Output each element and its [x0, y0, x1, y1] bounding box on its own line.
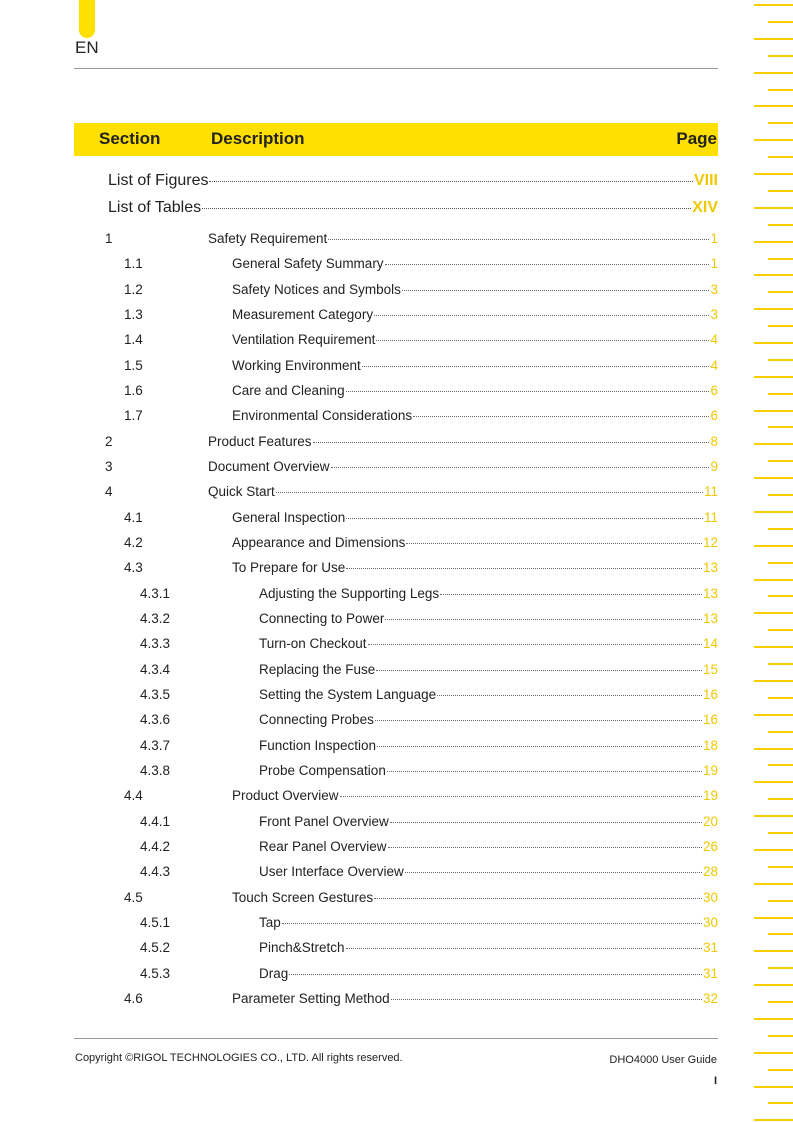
- toc-section-number: 4.4.3: [140, 864, 171, 879]
- toc-section-number: 4.5.1: [140, 915, 171, 930]
- toc-entry-title: Safety Notices and Symbols: [232, 282, 401, 297]
- edge-line: [768, 494, 793, 496]
- toc-section-number: 4.5: [124, 890, 143, 905]
- toc-section-number: 4.3.1: [140, 586, 171, 601]
- dot-leader: [328, 239, 709, 240]
- toc-section-number: 4.3.4: [140, 662, 171, 677]
- edge-line: [768, 832, 793, 834]
- toc-entry-link[interactable]: [232, 535, 718, 550]
- toc-entry-title: Turn-on Checkout: [259, 636, 367, 651]
- edge-line: [754, 815, 793, 817]
- toc-entry-link[interactable]: [259, 966, 718, 981]
- dot-leader: [376, 670, 702, 671]
- edge-line: [768, 156, 793, 158]
- footer-divider: [74, 1038, 718, 1039]
- edge-line: [754, 883, 793, 885]
- edge-line: [768, 1001, 793, 1003]
- toc-column-header: [74, 123, 718, 156]
- edge-line: [754, 748, 793, 750]
- toc-entry-title: Pinch&Stretch: [259, 940, 345, 955]
- toc-entry-title: Appearance and Dimensions: [232, 535, 406, 550]
- language-label: EN: [75, 38, 99, 57]
- edge-line: [754, 1018, 793, 1020]
- column-header-page: Page: [676, 129, 717, 148]
- edge-line: [768, 224, 793, 226]
- toc-section-number: 1.5: [124, 358, 143, 373]
- edge-line: [754, 342, 793, 344]
- header-divider: [74, 68, 718, 69]
- edge-line: [768, 866, 793, 868]
- toc-entry-link[interactable]: [208, 231, 718, 246]
- toc-entry-page: 3: [710, 307, 718, 322]
- toc-entry-page: 1: [710, 256, 718, 271]
- toc-entry-link[interactable]: [259, 611, 718, 626]
- toc-entry-page: 20: [702, 814, 718, 829]
- toc-entry-title: Touch Screen Gestures: [232, 890, 374, 905]
- edge-line: [768, 697, 793, 699]
- edge-line: [754, 646, 793, 648]
- edge-line: [768, 291, 793, 293]
- edge-line: [768, 393, 793, 395]
- toc-entry-link[interactable]: [232, 560, 718, 575]
- edge-line: [768, 933, 793, 935]
- toc-entry-link[interactable]: [232, 890, 718, 905]
- dot-leader: [374, 315, 709, 316]
- dot-leader: [375, 720, 702, 721]
- toc-section-number: 4.5.3: [140, 966, 171, 981]
- edge-line: [754, 984, 793, 986]
- toc-entry-page: 4: [710, 332, 718, 347]
- toc-section-number: 1.1: [124, 256, 143, 271]
- toc-entry-title: To Prepare for Use: [232, 560, 346, 575]
- toc-entry-page: 26: [702, 839, 718, 854]
- toc-section-number: 2: [105, 434, 113, 449]
- chapter-tab-marker: [79, 0, 95, 38]
- toc-entry-title: Document Overview: [208, 459, 330, 474]
- edge-line: [754, 1119, 793, 1121]
- toc-entry-title: Ventilation Requirement: [232, 332, 376, 347]
- toc-entry-page: 30: [702, 915, 718, 930]
- toc-entry-link[interactable]: [232, 307, 718, 322]
- toc-entry-link[interactable]: [259, 940, 718, 955]
- toc-entry-page: 6: [710, 408, 718, 423]
- dot-leader: [413, 416, 709, 417]
- toc-section-number: 1.3: [124, 307, 143, 322]
- dot-leader: [374, 898, 702, 899]
- toc-entry-link[interactable]: [259, 738, 718, 753]
- edge-line: [768, 21, 793, 23]
- toc-entry-title: Connecting Probes: [259, 712, 374, 727]
- dot-leader: [362, 366, 710, 367]
- toc-entry-link[interactable]: [259, 662, 718, 677]
- dot-leader: [276, 492, 703, 493]
- toc-entry-title: Tap: [259, 915, 281, 930]
- toc-entry-title: Adjusting the Supporting Legs: [259, 586, 440, 601]
- toc-entry-link[interactable]: [232, 256, 718, 271]
- dot-leader: [385, 264, 710, 265]
- edge-line: [768, 122, 793, 124]
- dot-leader: [282, 923, 702, 924]
- toc-entry-page: 11: [703, 510, 718, 525]
- toc-entry-link[interactable]: [208, 434, 718, 449]
- page-number: I: [713, 1075, 717, 1087]
- toc-section-number: 4.3.5: [140, 687, 171, 702]
- front-matter-title: List of Tables: [108, 199, 202, 216]
- edge-line: [768, 663, 793, 665]
- toc-entry-title: Working Environment: [232, 358, 361, 373]
- toc-entry-link[interactable]: [208, 484, 718, 499]
- edge-line: [768, 764, 793, 766]
- edge-line: [754, 173, 793, 175]
- toc-entry-link[interactable]: [232, 408, 718, 423]
- toc-entry-page: 4: [710, 358, 718, 373]
- toc-section-number: 4.4.2: [140, 839, 171, 854]
- toc-entry-page: 9: [710, 459, 718, 474]
- toc-entry-page: 15: [702, 662, 718, 677]
- dot-leader: [391, 999, 702, 1000]
- toc-entry-title: Setting the System Language: [259, 687, 437, 702]
- toc-section-number: 1.2: [124, 282, 143, 297]
- toc-entry-page: 6: [710, 383, 718, 398]
- edge-line: [768, 258, 793, 260]
- front-matter-page: XIV: [692, 199, 718, 216]
- toc-section-number: 4.1: [124, 510, 143, 525]
- toc-section-number: 4.5.2: [140, 940, 171, 955]
- toc-entry-title: Parameter Setting Method: [232, 991, 390, 1006]
- toc-entry-link[interactable]: [259, 687, 718, 702]
- dot-leader: [331, 467, 710, 468]
- toc-entry-title: Measurement Category: [232, 307, 374, 322]
- toc-entry-page: 8: [710, 434, 718, 449]
- edge-line: [768, 629, 793, 631]
- dot-leader: [368, 644, 702, 645]
- front-matter-link[interactable]: [108, 199, 718, 217]
- toc-entry-title: Replacing the Fuse: [259, 662, 376, 677]
- dot-leader: [313, 442, 710, 443]
- edge-line: [768, 460, 793, 462]
- edge-line: [768, 325, 793, 327]
- toc-entry-title: Rear Panel Overview: [259, 839, 387, 854]
- edge-line: [768, 731, 793, 733]
- edge-line: [768, 900, 793, 902]
- toc-entry-link[interactable]: [259, 712, 718, 727]
- dot-leader: [376, 340, 709, 341]
- edge-line: [768, 426, 793, 428]
- toc-entry-title: Connecting to Power: [259, 611, 385, 626]
- toc-entry-page: 12: [702, 535, 718, 550]
- toc-entry-link[interactable]: [232, 991, 718, 1006]
- edge-line: [768, 595, 793, 597]
- toc-entry-link[interactable]: [259, 636, 718, 651]
- edge-line: [768, 1035, 793, 1037]
- guide-title: DHO4000 User Guide: [609, 1054, 717, 1066]
- dot-leader: [440, 594, 702, 595]
- toc-section-number: 4.3.7: [140, 738, 171, 753]
- toc-entry-page: 16: [702, 712, 718, 727]
- toc-entry-link[interactable]: [259, 915, 718, 930]
- toc-entry-page: 19: [702, 763, 718, 778]
- dot-leader: [402, 290, 710, 291]
- edge-line: [754, 579, 793, 581]
- toc-entry-link[interactable]: [232, 332, 718, 347]
- toc-entry-page: 32: [702, 991, 718, 1006]
- edge-line: [768, 359, 793, 361]
- dot-leader: [346, 391, 710, 392]
- toc-entry-title: Front Panel Overview: [259, 814, 389, 829]
- toc-entry-title: Product Overview: [232, 788, 339, 803]
- dot-leader: [346, 948, 702, 949]
- edge-line: [754, 241, 793, 243]
- edge-line: [754, 511, 793, 513]
- edge-line: [754, 410, 793, 412]
- front-matter-page: VIII: [693, 172, 718, 189]
- toc-entry-link[interactable]: [259, 814, 718, 829]
- toc-entry-link[interactable]: [208, 459, 718, 474]
- toc-entry-page: 19: [702, 788, 718, 803]
- edge-line: [768, 798, 793, 800]
- toc-section-number: 1.4: [124, 332, 143, 347]
- toc-section-number: 1.7: [124, 408, 143, 423]
- toc-entry-page: 3: [710, 282, 718, 297]
- toc-section-number: 4.4.1: [140, 814, 171, 829]
- edge-line: [754, 308, 793, 310]
- toc-entry-title: Quick Start: [208, 484, 275, 499]
- edge-line: [754, 950, 793, 952]
- toc-entry-title: Function Inspection: [259, 738, 377, 753]
- toc-entry-title: Product Features: [208, 434, 312, 449]
- dot-leader: [377, 746, 702, 747]
- edge-line: [754, 781, 793, 783]
- toc-entry-page: 30: [702, 890, 718, 905]
- edge-line: [754, 443, 793, 445]
- edge-line: [768, 528, 793, 530]
- toc-entry-link[interactable]: [232, 383, 718, 398]
- toc-section-number: 4.4: [124, 788, 143, 803]
- edge-line: [768, 1069, 793, 1071]
- toc-entry-title: Drag: [259, 966, 289, 981]
- toc-entry-page: 16: [702, 687, 718, 702]
- toc-section-number: 4.2: [124, 535, 143, 550]
- edge-line: [768, 190, 793, 192]
- edge-line: [754, 376, 793, 378]
- dot-leader: [202, 208, 691, 209]
- dot-leader: [346, 518, 703, 519]
- toc-section-number: 1: [105, 231, 113, 246]
- toc-entry-page: 31: [702, 940, 718, 955]
- column-header-section: Section: [99, 129, 161, 148]
- toc-section-number: 4: [105, 484, 113, 499]
- toc-entry-page: 11: [703, 484, 718, 499]
- edge-line: [754, 1052, 793, 1054]
- dot-leader: [340, 796, 702, 797]
- dot-leader: [388, 847, 702, 848]
- toc-entry-link[interactable]: [259, 763, 718, 778]
- toc-section-number: 4.3: [124, 560, 143, 575]
- toc-entry-link[interactable]: [232, 358, 718, 373]
- edge-line: [754, 680, 793, 682]
- toc-section-number: 4.3.3: [140, 636, 171, 651]
- edge-line: [754, 917, 793, 919]
- toc-entry-page: 13: [702, 586, 718, 601]
- toc-entry-link[interactable]: [232, 510, 718, 525]
- dot-leader: [387, 771, 702, 772]
- toc-entry-page: 31: [702, 966, 718, 981]
- toc-entry-page: 14: [702, 636, 718, 651]
- edge-line: [754, 105, 793, 107]
- edge-line: [754, 714, 793, 716]
- dot-leader: [405, 872, 702, 873]
- toc-section-number: 3: [105, 459, 113, 474]
- dot-leader: [390, 822, 702, 823]
- column-header-description: Description: [211, 129, 305, 148]
- toc-entry-title: User Interface Overview: [259, 864, 404, 879]
- edge-line: [754, 274, 793, 276]
- edge-line: [754, 139, 793, 141]
- edge-line: [768, 55, 793, 57]
- toc-section-number: 1.6: [124, 383, 143, 398]
- toc-section-number: 4.6: [124, 991, 143, 1006]
- toc-entry-title: Care and Cleaning: [232, 383, 345, 398]
- toc-entry-title: General Safety Summary: [232, 256, 384, 271]
- toc-entry-title: General Inspection: [232, 510, 346, 525]
- edge-line: [754, 1086, 793, 1088]
- edge-line: [768, 1102, 793, 1104]
- dot-leader: [346, 568, 702, 569]
- toc-entry-link[interactable]: [259, 864, 718, 879]
- edge-line: [754, 477, 793, 479]
- front-matter-title: List of Figures: [108, 172, 209, 189]
- toc-entry-title: Environmental Considerations: [232, 408, 413, 423]
- toc-entry-page: 18: [702, 738, 718, 753]
- toc-entry-link[interactable]: [232, 788, 718, 803]
- edge-line: [754, 545, 793, 547]
- toc-entry-link[interactable]: [259, 586, 718, 601]
- edge-line: [754, 72, 793, 74]
- edge-line: [768, 967, 793, 969]
- front-matter-link[interactable]: [108, 172, 718, 190]
- toc-entry-link[interactable]: [259, 839, 718, 854]
- toc-section-number: 4.3.8: [140, 763, 171, 778]
- toc-entry-page: 13: [702, 560, 718, 575]
- dot-leader: [406, 543, 702, 544]
- toc-entry-title: Safety Requirement: [208, 231, 328, 246]
- edge-line: [754, 207, 793, 209]
- dot-leader: [385, 619, 702, 620]
- edge-line: [754, 38, 793, 40]
- toc-section-number: 4.3.6: [140, 712, 171, 727]
- dot-leader: [437, 695, 702, 696]
- copyright-text: Copyright ©RIGOL TECHNOLOGIES CO., LTD. All rights reserved.: [75, 1052, 403, 1064]
- toc-section-number: 4.3.2: [140, 611, 171, 626]
- edge-line: [754, 849, 793, 851]
- edge-line: [754, 612, 793, 614]
- edge-line: [768, 89, 793, 91]
- dot-leader: [209, 181, 693, 182]
- toc-entry-page: 13: [702, 611, 718, 626]
- toc-entry-link[interactable]: [232, 282, 718, 297]
- toc-entry-page: 1: [710, 231, 718, 246]
- toc-entry-title: Probe Compensation: [259, 763, 386, 778]
- dot-leader: [289, 974, 702, 975]
- edge-line: [768, 562, 793, 564]
- edge-line: [754, 4, 793, 6]
- decorative-edge-lines: [754, 0, 793, 1122]
- toc-entry-page: 28: [702, 864, 718, 879]
